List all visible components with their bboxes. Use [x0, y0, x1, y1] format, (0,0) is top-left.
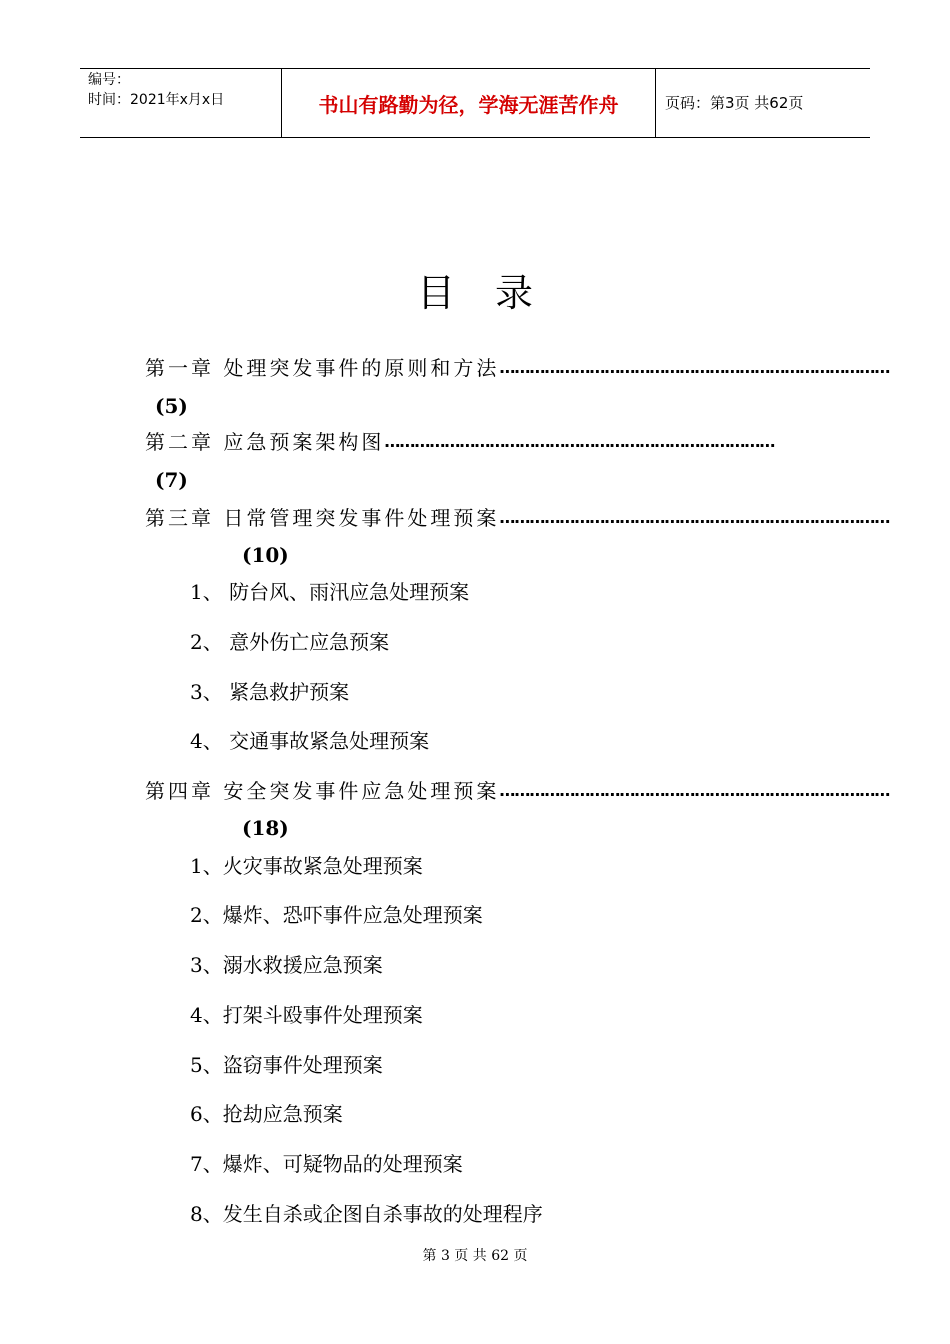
header-motto: 书山有路勤为径，学海无涯苦作舟 — [318, 93, 619, 117]
toc-item[interactable]: 6、抢劫应急预案 — [190, 1102, 343, 1126]
page-header — [80, 68, 870, 138]
toc-leader-dots: …………………………………………………………………… — [499, 508, 890, 527]
document-number-label: 编号： — [88, 72, 130, 88]
header-page-cell — [655, 69, 870, 137]
toc-chapter-page: (7) — [155, 468, 188, 492]
toc-chapter-2[interactable] — [145, 428, 810, 456]
toc-item[interactable]: 1、 防台风、雨汛应急处理预案 — [190, 580, 470, 604]
toc-item[interactable]: 8、发生自杀或企图自杀事故的处理程序 — [190, 1202, 543, 1226]
toc-item[interactable]: 3、溺水救援应急预案 — [190, 953, 383, 977]
toc-leader-dots: …………………………………………………………………… — [384, 432, 775, 451]
document-time-label: 时间：2021年x月x日 — [88, 92, 225, 108]
toc-chapter-4[interactable] — [145, 777, 890, 805]
toc-chapter-label: 第四章 安全突发事件应急处理预案 — [145, 779, 500, 803]
toc-chapter-page: (18) — [242, 816, 289, 840]
toc-item[interactable]: 2、爆炸、恐吓事件应急处理预案 — [190, 903, 483, 927]
toc-item[interactable]: 4、 交通事故紧急处理预案 — [190, 729, 430, 753]
toc-item[interactable]: 4、打架斗殴事件处理预案 — [190, 1003, 423, 1027]
toc-title: 目录 — [416, 271, 573, 315]
toc-chapter-3[interactable] — [145, 504, 890, 532]
toc-leader-dots: …………………………………………………………………… — [499, 781, 890, 800]
toc-leader-dots: …………………………………………………………………… — [499, 358, 890, 377]
header-motto-cell — [281, 69, 656, 137]
header-page-info: 页码：第3页 共62页 — [665, 94, 804, 112]
toc-item[interactable]: 7、爆炸、可疑物品的处理预案 — [190, 1152, 463, 1176]
toc-item[interactable]: 5、盗窃事件处理预案 — [190, 1053, 383, 1077]
page-footer: 第 3 页 共 62 页 — [422, 1248, 528, 1264]
toc-chapter-page: (10) — [242, 543, 289, 567]
toc-chapter-1[interactable] — [145, 354, 890, 382]
toc-chapter-page: (5) — [155, 394, 188, 418]
toc-chapter-label: 第三章 日常管理突发事件处理预案 — [145, 506, 500, 530]
toc-item[interactable]: 3、 紧急救护预案 — [190, 680, 350, 704]
toc-item[interactable]: 2、 意外伤亡应急预案 — [190, 630, 390, 654]
header-info-cell — [80, 69, 281, 137]
toc-item[interactable]: 1、火灾事故紧急处理预案 — [190, 854, 423, 878]
toc-chapter-label: 第一章 处理突发事件的原则和方法 — [145, 356, 500, 380]
toc-chapter-label: 第二章 应急预案架构图 — [145, 430, 385, 454]
